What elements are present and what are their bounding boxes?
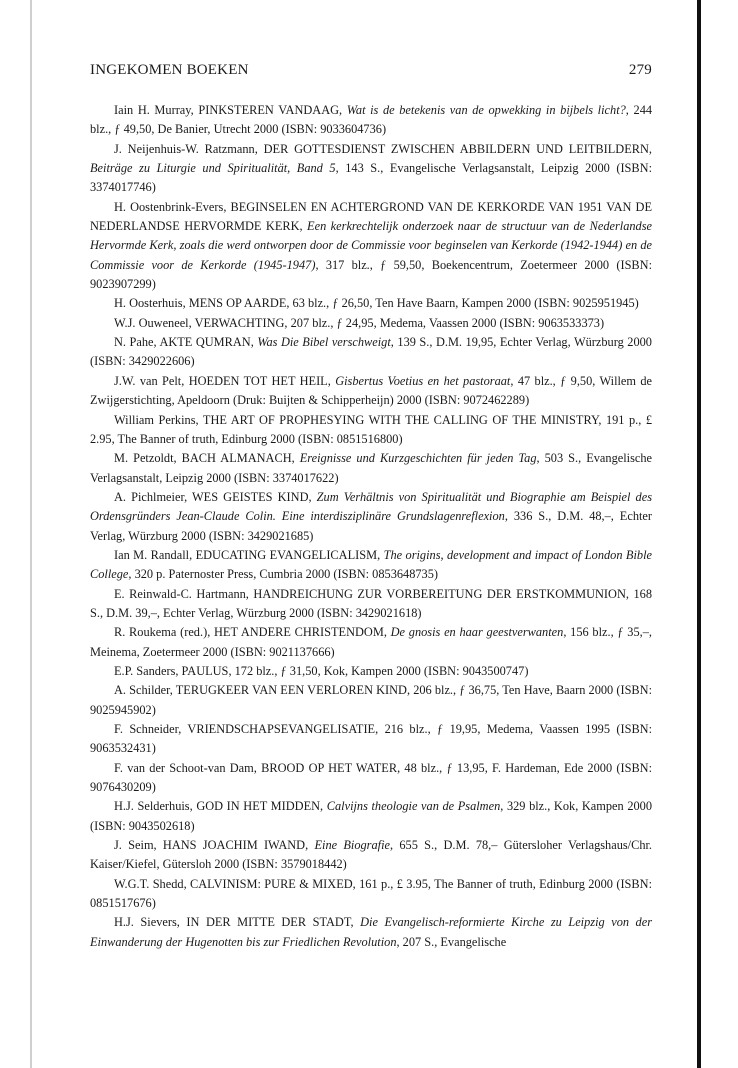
scan-right-edge [697,0,701,1068]
entry-subtitle: Eine Biografie [314,838,390,853]
entry-author: J.W. van Pelt [114,373,182,388]
entry-subtitle: De gnosis en haar geestverwanten [390,625,564,640]
entry-details: 655 S., D.M. 78,– Gütersloher Verlagshaus/Chr. Kaiser/Kiefel, Gütersloh 2000 (ISBN: 3579018442) [90,838,653,872]
entry-subtitle: Zum Verhältnis von Spiritualität und Biographie am Beispiel des Ordensgründers Jean-Claude Colin. Eine interdisziplinäre Grundslagenreflexion [90,489,652,524]
entry-title: HET ANDERE CHRISTENDOM [214,625,384,640]
book-entry: H. Oosterhuis, MENS OP AARDE, 63 blz., ƒ 26,50, Ten Have Baarn, Kampen 2000 (ISBN: 9025951945) [114,296,639,311]
entry-author: Ian M. Randall [114,547,190,562]
entry-details: 172 blz., ƒ 31,50, Kok, Kampen 2000 (ISBN: 9043500747) [234,663,529,678]
entry-subtitle: Een kerkrechtelijk onderzoek naar de structuur van de Nederlandse Hervormde Kerk, zoals die werd ontworpen door de Commissie voor beginselen van Kerkorde (1942-1944) en de Commissie voor de Kerkorde (1945-1947) [90,219,652,272]
entry-details: 317 blz., ƒ 59,50, Boekencentrum, Zoetermeer 2000 (ISBN: 9023907299) [90,257,653,292]
book-entry: W.G.T. Shedd, CALVINISM: PURE & MIXED, 161 p., £ 3.95, The Banner of truth, Edinburg 2000 (ISBN: 0851517676) [90,876,652,911]
book-entry: Ian M. Randall, EDUCATING EVANGELICALISM, The origins, development and impact of London Bible College, 320 p. Paternoster Press, Cumbria 2000 (ISBN: 0853648735) [90,547,652,582]
running-head [90,62,652,79]
entry-details: 329 blz., Kok, Kampen 2000 (ISBN: 9043502618) [90,799,653,833]
entry-details: 168 S., D.M. 39,–, Echter Verlag, Würzburg 2000 (ISBN: 3429021618) [90,586,653,620]
entry-title: CALVINISM: PURE & MIXED [190,876,353,891]
entry-author: E. Reinwald-C. Hartmann [114,586,246,601]
entry-author: F. van der Schoot-van Dam [114,760,254,775]
entry-title: PINKSTEREN VANDAAG [198,103,340,117]
entry-author: E.P. Sanders [114,663,176,678]
entry-author: William Perkins [114,412,196,427]
entry-author: M. Petzoldt [114,451,174,466]
entry-title: VERWACHTING [194,315,285,330]
entry-title: BROOD OP HET WATER [261,760,398,775]
entry-title: BACH ALMANACH [181,451,292,466]
entry-author: A. Schilder [114,683,170,698]
entry-subtitle: Ereignisse und Kurzgeschichten für jeden Tag [299,451,537,466]
entry-details: 336 S., D.M. 48,–, Echter Verlag, Würzburg 2000 (ISBN: 3429021685) [90,509,653,543]
book-entry: E.P. Sanders, PAULUS, 172 blz., ƒ 31,50, Kok, Kampen 2000 (ISBN: 9043500747) [114,663,529,678]
entry-details: 320 p. Paternoster Press, Cumbria 2000 (ISBN: 0853648735) [134,567,439,582]
book-page [90,62,652,952]
book-entry: A. Schilder, TERUGKEER VAN EEN VERLOREN KIND, 206 blz., ƒ 36,75, Ten Have, Baarn 2000 (ISBN: 9025945902) [90,683,653,717]
book-entry: J. Neijenhuis-W. Ratzmann, DER GOTTESDIENST ZWISCHEN ABBILDERN UND LEITBILDERN, Beiträge zu Liturgie und Spiritualität, Band 5, 143 S., Evangelische Verlagsanstalt, Leipzig 2000 (ISBN: 3374017746) [90,141,653,195]
entry-title: HANS JOACHIM IWAND [162,838,306,853]
book-entry: H.J. Sievers, IN DER MITTE DER STADT, Die Evangelisch-reformierte Kirche zu Leipzig von der Einwanderung der Hugenotten bis zur Friedlichen Revolution, 207 S., Evangelische [90,915,653,949]
entry-title: IN DER MITTE DER STADT [186,915,351,930]
entry-details: 503 S., Evangelische Verlagsanstalt, Leipzig 2000 (ISBN: 3374017622) [90,451,653,485]
entry-author: N. Pahe [114,335,154,350]
book-entry: W.J. Ouweneel, VERWACHTING, 207 blz., ƒ 24,95, Medema, Vaassen 2000 (ISBN: 9063533373) [114,315,605,330]
book-entry: E. Reinwald-C. Hartmann, HANDREICHUNG ZUR VORBEREITUNG DER ERSTKOMMUNION, 168 S., D.M. 39,–, Echter Verlag, Würzburg 2000 (ISBN: 3429021618) [90,586,653,620]
entry-details: 244 blz., ƒ 49,50, De Banier, Utrecht 2000 (ISBN: 9033604736) [90,103,653,137]
book-entry: M. Petzoldt, BACH ALMANACH, Ereignisse und Kurzgeschichten für jeden Tag, 503 S., Evangelische Verlagsanstalt, Leipzig 2000 (ISBN: 3374017622) [90,451,653,485]
entry-title: TERUGKEER VAN EEN VERLOREN KIND [175,683,407,698]
entry-author: J. Neijenhuis-W. Ratzmann [114,141,255,156]
entry-author: Iain H. Murray [114,103,191,117]
book-entry: F. van der Schoot-van Dam, BROOD OP HET WATER, 48 blz., ƒ 13,95, F. Hardeman, Ede 2000 (ISBN: 9076430209) [90,760,653,795]
entry-details: 161 p., £ 3.95, The Banner of truth, Edinburg 2000 (ISBN: 0851517676) [90,876,652,911]
entry-details: 191 p., £ 2.95, The Banner of truth, Edinburg 2000 (ISBN: 0851516800) [90,412,653,446]
book-entry: N. Pahe, AKTE QUMRAN, Was Die Bibel verschweigt, 139 S., D.M. 19,95, Echter Verlag, Würzburg 2000 (ISBN: 3429022606) [90,335,652,369]
entry-author: W.G.T. Shedd [114,876,184,891]
entry-subtitle: Calvijns theologie van de Psalmen [326,799,501,814]
entry-author: A. Pichlmeier [114,489,185,504]
book-entry: H.J. Selderhuis, GOD IN HET MIDDEN, Calvijns theologie van de Psalmen, 329 blz., Kok, Kampen 2000 (ISBN: 9043502618) [90,799,653,833]
page-number: 279 [628,62,652,78]
entry-subtitle: Was Die Bibel verschweigt [257,335,391,350]
book-entry: William Perkins, THE ART OF PROPHESYING WITH THE CALLING OF THE MINISTRY, 191 p., £ 2.95, The Banner of truth, Edinburg 2000 (ISBN: 0851516800) [90,412,653,446]
entry-details: 47 blz., ƒ 9,50, Willem de Zwijgerstichting, Apeldoorn (Druk: Buijten & Schipperheijn) 2000 (ISBN: 9072462289) [90,373,653,408]
entry-details: 156 blz., ƒ 35,–, Meinema, Zoetermeer 2000 (ISBN: 9021137666) [90,625,652,659]
entry-subtitle: The origins, development and impact of London Bible College [90,547,652,582]
entry-subtitle: Beiträge zu Liturgie und Spiritualität, Band 5 [90,161,336,176]
entry-title: PAULUS [181,663,229,678]
entry-details: 139 S., D.M. 19,95, Echter Verlag, Würzburg 2000 (ISBN: 3429022606) [90,335,652,369]
entry-details: 206 blz., ƒ 36,75, Ten Have, Baarn 2000 (ISBN: 9025945902) [90,683,653,717]
entry-title: DER GOTTESDIENST ZWISCHEN ABBILDERN UND LEITBILDERN [263,141,649,156]
entry-title: EDUCATING EVANGELICALISM [195,547,378,562]
entry-title: GOD IN HET MIDDEN [196,799,321,814]
entry-title: VRIENDSCHAPSEVANGELISATIE [187,722,376,736]
entry-author: F. Schneider [114,722,179,736]
entry-details: 207 S., Evangelische [402,934,507,949]
entry-author: R. Roukema (red.) [114,625,208,640]
entry-details: 207 blz., ƒ 24,95, Medema, Vaassen 2000 (ISBN: 9063533373) [290,315,605,330]
book-entry: J.W. van Pelt, HOEDEN TOT HET HEIL, Gisbertus Voetius en het pastoraat, 47 blz., ƒ 9,50, Willem de Zwijgerstichting, Apeldoorn (Druk: Buijten & Schipperheijn) 2000 (ISBN: 9072462289) [90,373,653,408]
book-entry: R. Roukema (red.), HET ANDERE CHRISTENDOM, De gnosis en haar geestverwanten, 156 blz., ƒ 35,–, Meinema, Zoetermeer 2000 (ISBN: 9021137666) [90,625,652,659]
entry-title: WES GEISTES KIND [192,489,309,504]
entry-author: J. Seim [114,838,154,853]
entry-author: H. Oostenbrink-Evers [114,199,224,214]
entry-author: H.J. Sievers [114,915,177,930]
entry-subtitle: Wat is de betekenis van de opwekking in bijbels licht? [346,103,626,117]
entry-subtitle: Die Evangelisch-reformierte Kirche zu Leipzig von der Einwanderung der Hugenotten bis zur Friedlichen Revolution [90,915,653,949]
book-entry: F. Schneider, VRIENDSCHAPSEVANGELISATIE, 216 blz., ƒ 19,95, Medema, Vaassen 1995 (ISBN: 9063532431) [90,722,653,756]
book-entry: H. Oostenbrink-Evers, BEGINSELEN EN ACHTERGROND VAN DE KERKORDE VAN 1951 VAN DE NEDERLANDSE HERVORMDE KERK, Een kerkrechtelijk onderzoek naar de structuur van de Nederlandse Hervormde Kerk, zoals die werd ontworpen door de Commissie voor beginselen van Kerkorde (1942-1944) en de Commissie voor de Kerkorde (1945-1947), 317 blz., ƒ 59,50, Boekencentrum, Zoetermeer 2000 (ISBN: 9023907299) [90,199,653,292]
entry-author: W.J. Ouweneel [114,315,189,330]
entry-subtitle: Gisbertus Voetius en het pastoraat [335,373,511,388]
entry-title: HOEDEN TOT HET HEIL [188,373,328,388]
entry-title: MENS OP AARDE [188,296,287,311]
entry-title: HANDREICHUNG ZUR VORBEREITUNG DER ERSTKOMMUNION [253,586,626,601]
entry-title: THE ART OF PROPHESYING WITH THE CALLING OF THE MINISTRY [202,412,599,427]
entry-title: AKTE QUMRAN [159,335,251,350]
entry-title: BEGINSELEN EN ACHTERGROND VAN DE KERKORDE VAN 1951 VAN DE NEDERLANDSE HERVORMDE KERK [90,199,652,234]
entry-details: 63 blz., ƒ 26,50, Ten Have Baarn, Kampen 2000 (ISBN: 9025951945) [292,296,639,311]
book-entry: J. Seim, HANS JOACHIM IWAND, Eine Biografie, 655 S., D.M. 78,– Gütersloher Verlagshaus/Chr. Kaiser/Kiefel, Gütersloh 2000 (ISBN: 3579018442) [90,838,653,872]
book-list [90,101,652,952]
book-entry: A. Pichlmeier, WES GEISTES KIND, Zum Verhältnis von Spiritualität und Biographie am Beispiel des Ordensgründers Jean-Claude Colin. Eine interdisziplinäre Grundslagenreflexion, 336 S., D.M. 48,–, Echter Verlag, Würzburg 2000 (ISBN: 3429021685) [90,489,653,543]
book-entry: Iain H. Murray, PINKSTEREN VANDAAG, Wat is de betekenis van de opwekking in bijbels licht?, 244 blz., ƒ 49,50, De Banier, Utrecht 2000 (ISBN: 9033604736) [90,103,653,137]
entry-author: H.J. Selderhuis [114,799,190,814]
entry-details: 143 S., Evangelische Verlagsanstalt, Leipzig 2000 (ISBN: 3374017746) [90,161,653,195]
entry-details: 48 blz., ƒ 13,95, F. Hardeman, Ede 2000 (ISBN: 9076430209) [90,760,653,795]
entry-author: H. Oosterhuis [114,296,183,311]
entry-details: 216 blz., ƒ 19,95, Medema, Vaassen 1995 (ISBN: 9063532431) [90,722,653,756]
section-title: INGEKOMEN BOEKEN [90,62,249,78]
scan-left-edge [30,0,32,1068]
